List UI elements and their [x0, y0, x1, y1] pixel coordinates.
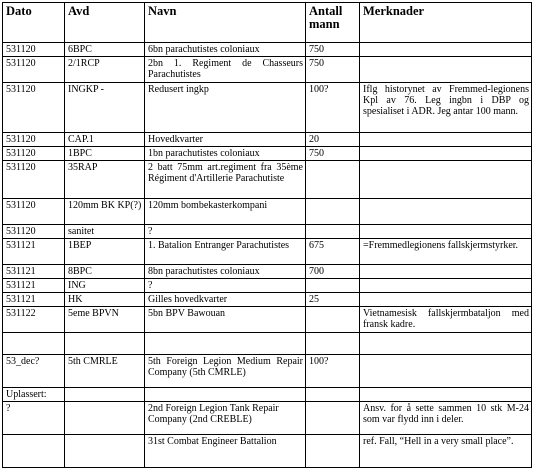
cell-antall: 100?: [306, 355, 360, 388]
cell-avd: HK: [65, 293, 145, 307]
table-row: [3, 333, 532, 355]
cell-merknader: Vietnamesisk fallskjermbataljon med fransk kadre.: [360, 307, 532, 333]
cell-merknader: [360, 279, 532, 293]
cell-navn: 2 batt 75mm art.regiment fra 35ème Régiment d'Artillerie Parachutiste: [145, 161, 306, 199]
cell-navn: 5bn BPV Bawouan: [145, 307, 306, 333]
cell-dato: [3, 333, 65, 355]
cell-navn: [145, 333, 306, 355]
cell-avd: [65, 402, 145, 435]
cell-dato: ?: [3, 402, 65, 435]
cell-navn: 2nd Foreign Legion Tank Repair Company (2nd CREBLE): [145, 402, 306, 435]
cell-merknader: ref. Fall, “Hell in a very small place”.: [360, 435, 532, 468]
cell-antall: [306, 402, 360, 435]
table-row: [3, 199, 532, 225]
cell-dato: 531120: [3, 43, 65, 57]
table-row: [3, 265, 532, 279]
cell-dato: 53_dec?: [3, 355, 65, 388]
cell-avd: sanitet: [65, 225, 145, 239]
cell-dato: 531120: [3, 225, 65, 239]
unit-table: [2, 2, 532, 468]
cell-navn: 1. Batalion Entranger Parachutistes: [145, 239, 306, 265]
cell-dato: 531121: [3, 265, 65, 279]
cell-dato: 531120: [3, 83, 65, 133]
cell-merknader: Ansv. for å sette sammen 10 stk M-24 som var flydd inn i deler.: [360, 402, 532, 435]
cell-dato: 531120: [3, 133, 65, 147]
cell-merknader: [360, 333, 532, 355]
cell-dato: 531122: [3, 307, 65, 333]
cell-navn: 31st Combat Engineer Battalion: [145, 435, 306, 468]
cell-antall: [306, 388, 360, 402]
cell-antall: [306, 279, 360, 293]
cell-avd: 5th CMRLE: [65, 355, 145, 388]
cell-navn: 6bn parachutistes coloniaux: [145, 43, 306, 57]
cell-avd: 1BPC: [65, 147, 145, 161]
cell-avd: 8BPC: [65, 265, 145, 279]
cell-antall: [306, 307, 360, 333]
cell-antall: [306, 225, 360, 239]
cell-avd: 1BEP: [65, 239, 145, 265]
table-row: [3, 83, 532, 133]
cell-navn: Gilles hovedkvarter: [145, 293, 306, 307]
table-row: [3, 43, 532, 57]
table-row: [3, 435, 532, 468]
cell-navn: 1bn parachutistes coloniaux: [145, 147, 306, 161]
cell-navn: ?: [145, 279, 306, 293]
cell-avd: [65, 435, 145, 468]
cell-antall: 100?: [306, 83, 360, 133]
cell-avd: 35RAP: [65, 161, 145, 199]
header-row: [3, 3, 532, 43]
cell-navn: 5th Foreign Legion Medium Repair Company (5th CMRLE): [145, 355, 306, 388]
table-row: [3, 161, 532, 199]
cell-avd: [65, 333, 145, 355]
table-row: [3, 293, 532, 307]
cell-merknader: [360, 43, 532, 57]
cell-avd: 120mm BK KP(?): [65, 199, 145, 225]
cell-dato: 531121: [3, 293, 65, 307]
cell-dato: 531120: [3, 199, 65, 225]
cell-antall: [306, 199, 360, 225]
table-row: [3, 355, 532, 388]
cell-merknader: [360, 147, 532, 161]
cell-merknader: [360, 388, 532, 402]
cell-avd: CAP.1: [65, 133, 145, 147]
cell-navn: 120mm bombekasterkompani: [145, 199, 306, 225]
cell-navn: 8bn parachutistes coloniaux: [145, 265, 306, 279]
cell-antall: [306, 435, 360, 468]
table-row: [3, 239, 532, 265]
header-dato: Dato: [3, 3, 65, 43]
cell-antall: 675: [306, 239, 360, 265]
table-row: [3, 402, 532, 435]
header-antall: Antall mann: [306, 3, 360, 43]
cell-avd: ING: [65, 279, 145, 293]
cell-antall: 700: [306, 265, 360, 279]
cell-navn: 2bn 1. Regiment de Chasseurs Parachutistes: [145, 57, 306, 83]
cell-antall: 20: [306, 133, 360, 147]
cell-antall: [306, 161, 360, 199]
cell-merknader: [360, 57, 532, 83]
cell-dato: 531120: [3, 57, 65, 83]
cell-antall: 750: [306, 147, 360, 161]
cell-merknader: [360, 161, 532, 199]
cell-dato: 531120: [3, 161, 65, 199]
cell-navn: [145, 388, 306, 402]
table-row: [3, 133, 532, 147]
cell-merknader: [360, 133, 532, 147]
cell-avd: INGKP -: [65, 83, 145, 133]
cell-avd: 5eme BPVN: [65, 307, 145, 333]
cell-merknader: [360, 199, 532, 225]
header-merknader: Merknader: [360, 3, 532, 43]
cell-dato: 531120: [3, 147, 65, 161]
cell-antall: 750: [306, 43, 360, 57]
table-row: [3, 147, 532, 161]
table-row: [3, 388, 532, 402]
cell-navn: Hovedkvarter: [145, 133, 306, 147]
header-navn: Navn: [145, 3, 306, 43]
cell-dato: 531121: [3, 239, 65, 265]
cell-antall: [306, 333, 360, 355]
cell-avd: 2/1RCP: [65, 57, 145, 83]
document-page: [2, 2, 532, 468]
cell-antall: 25: [306, 293, 360, 307]
table-row: [3, 57, 532, 83]
cell-dato: [3, 435, 65, 468]
cell-merknader: =Fremmedlegionens fallskjermstyrker.: [360, 239, 532, 265]
cell-dato: Uplassert:: [3, 388, 65, 402]
header-avd: Avd: [65, 3, 145, 43]
cell-navn: Redusert ingkp: [145, 83, 306, 133]
table-row: [3, 307, 532, 333]
table-row: [3, 279, 532, 293]
cell-navn: ?: [145, 225, 306, 239]
cell-antall: 750: [306, 57, 360, 83]
cell-merknader: [360, 225, 532, 239]
cell-merknader: [360, 265, 532, 279]
cell-merknader: Iflg historynet av Fremmed-legionens Kpl av 76. Leg ingbn i DBP og spesialiset i ADR. Jeg antar 100 mann.: [360, 83, 532, 133]
cell-merknader: [360, 293, 532, 307]
cell-avd: 6BPC: [65, 43, 145, 57]
cell-dato: 531121: [3, 279, 65, 293]
table-row: [3, 225, 532, 239]
cell-merknader: [360, 355, 532, 388]
cell-avd: [65, 388, 145, 402]
